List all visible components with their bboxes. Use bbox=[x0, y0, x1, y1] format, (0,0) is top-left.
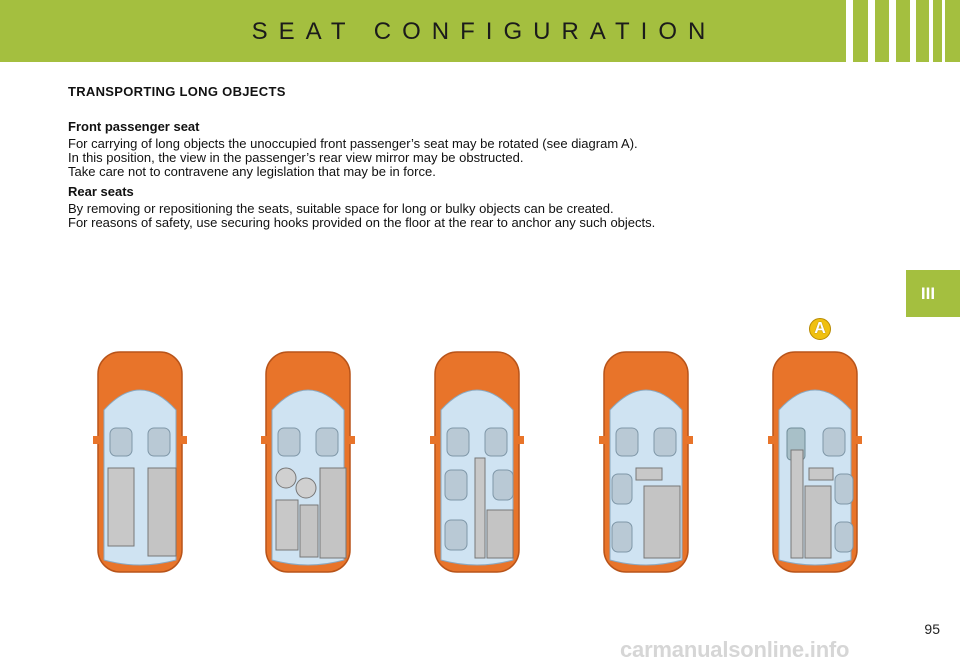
car-diagram-5 bbox=[765, 350, 865, 575]
rear-seats-heading: Rear seats bbox=[68, 184, 134, 199]
page-number: 95 bbox=[924, 621, 940, 637]
rear-seats-line: For reasons of safety, use securing hooks provided on the floor at the rear to anchor any such objects. bbox=[68, 215, 656, 230]
chapter-tab[interactable]: III bbox=[906, 270, 960, 317]
header-stripe bbox=[910, 0, 916, 62]
diagram-a-marker: A bbox=[809, 318, 831, 340]
car-diagram-2 bbox=[258, 350, 358, 575]
car-diagram-1 bbox=[90, 350, 190, 575]
front-seat-line: In this position, the view in the passenger’s rear view mirror may be obstructed. bbox=[68, 150, 524, 165]
footer-watermark-url[interactable]: carmanualsonline.info bbox=[620, 637, 850, 662]
header-stripe bbox=[929, 0, 933, 62]
car-diagram-4 bbox=[596, 350, 696, 575]
header-stripe bbox=[868, 0, 875, 62]
section-title: TRANSPORTING LONG OBJECTS bbox=[68, 84, 286, 99]
header-stripe bbox=[846, 0, 853, 62]
front-seat-line: For carrying of long objects the unoccupied front passenger’s seat may be rotated (see diagram A). bbox=[68, 136, 638, 151]
front-seat-line: Take care not to contravene any legislation that may be in force. bbox=[68, 164, 436, 179]
header-stripe bbox=[942, 0, 945, 62]
header-stripe bbox=[889, 0, 896, 62]
rear-seats-line: By removing or repositioning the seats, suitable space for long or bulky objects can be created. bbox=[68, 201, 614, 216]
front-seat-heading: Front passenger seat bbox=[68, 119, 200, 134]
page-title: SEAT CONFIGURATION bbox=[251, 18, 717, 45]
car-diagram-3 bbox=[427, 350, 527, 575]
header-bar bbox=[0, 0, 960, 62]
